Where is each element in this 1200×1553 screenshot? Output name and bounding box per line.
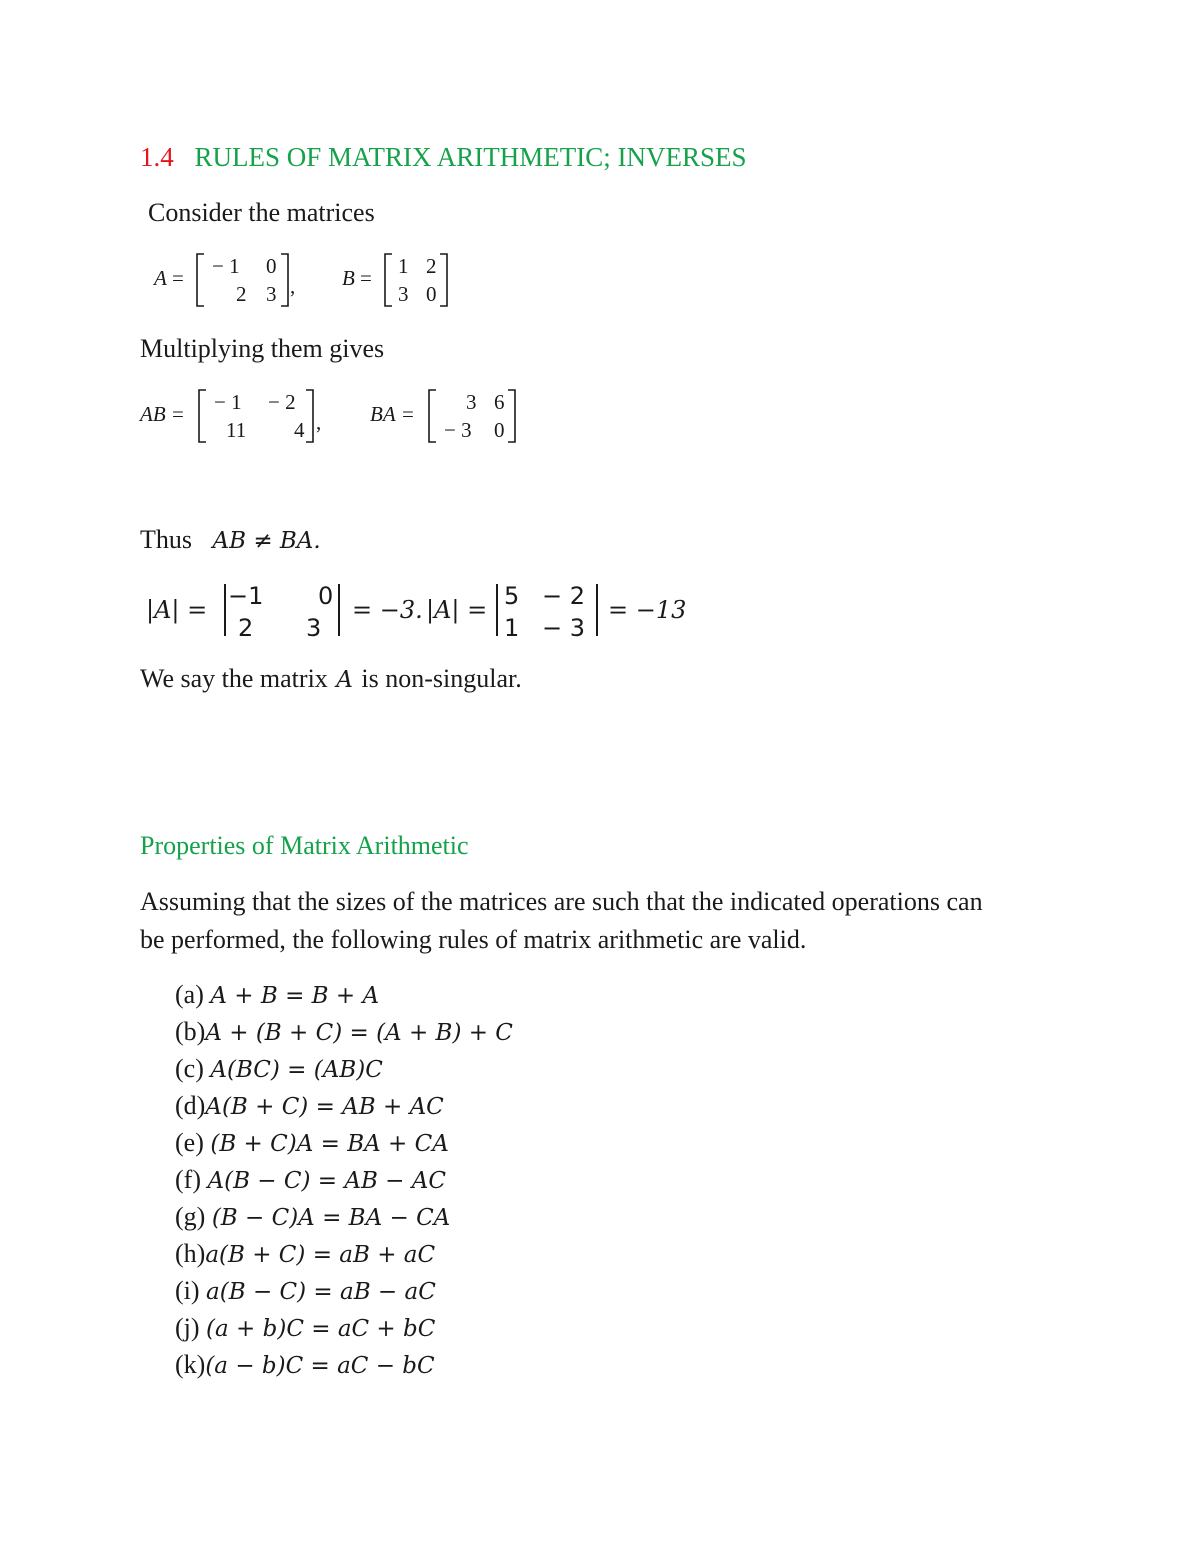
matrix-b-equation <box>342 252 462 308</box>
product-ab-equation <box>140 388 340 444</box>
determinant-cell: − 3 <box>542 614 586 642</box>
determinant-bar-left <box>496 584 498 636</box>
rule-label: (e) <box>175 1128 204 1157</box>
determinant-cell: 2 <box>238 614 254 642</box>
matrix-cell: 1 <box>398 254 409 278</box>
matrix-b-name: B <box>342 266 355 290</box>
section-number: 1.4 <box>140 142 174 172</box>
matrix-cell: 3 <box>266 282 277 306</box>
rule-label: (k) <box>175 1350 206 1379</box>
thus-word: Thus <box>140 525 192 554</box>
determinant-lhs: |A| = <box>146 596 208 624</box>
rule-label: (a) <box>175 980 204 1009</box>
determinant-cell: −1 <box>228 582 264 610</box>
right-bracket <box>506 388 518 444</box>
rule-label: (b) <box>175 1017 206 1046</box>
rule-item <box>175 1128 675 1165</box>
comma: , <box>290 274 296 298</box>
matrix-cell: − 1 <box>212 254 240 278</box>
section-heading <box>140 142 747 173</box>
determinant-cell: 0 <box>318 582 334 610</box>
equals-sign: = <box>172 402 184 426</box>
product-ba-equation <box>370 388 530 444</box>
rule-item <box>175 1276 675 1313</box>
nonsingular-var: A <box>336 667 353 693</box>
matrix-cell: 2 <box>426 254 437 278</box>
matrix-cell: 0 <box>266 254 277 278</box>
properties-description-line1: Assuming that the sizes of the matrices are such that the indicated operations can <box>140 887 983 916</box>
matrix-cell: 6 <box>494 390 505 414</box>
determinant-bar-left <box>224 584 226 636</box>
rule-expression: A(B + C) = AB + AC <box>205 1094 444 1120</box>
rule-item <box>175 980 675 1017</box>
rule-label: (i) <box>175 1276 200 1305</box>
determinant-result: = −3. <box>352 596 423 624</box>
properties-description-line2: be performed, the following rules of matrix arithmetic are valid. <box>140 925 807 954</box>
matrix-cell: 3 <box>466 390 477 414</box>
nonsingular-before: We say the matrix <box>140 664 328 693</box>
determinant-cell: 3 <box>306 614 322 642</box>
product-ab-name: AB <box>140 402 166 426</box>
rule-item <box>175 1239 675 1276</box>
determinants-line <box>146 580 706 644</box>
determinant-cell: − 2 <box>542 582 586 610</box>
product-ba-name: BA <box>370 402 396 426</box>
left-bracket <box>194 252 206 308</box>
matrix-cell: 2 <box>236 282 247 306</box>
nonsingular-statement <box>140 664 522 694</box>
rule-label: (c) <box>175 1054 204 1083</box>
matrix-cell: − 3 <box>444 418 472 442</box>
determinant-lhs: |A| = <box>426 596 488 624</box>
rule-item <box>175 1202 675 1239</box>
rule-expression: (B + C)A = BA + CA <box>210 1131 449 1157</box>
left-bracket <box>382 252 394 308</box>
matrix-cell: − 1 <box>214 390 242 414</box>
thus-statement <box>140 525 321 555</box>
matrix-cell: 0 <box>426 282 437 306</box>
rule-expression: A(BC) = (AB)C <box>210 1057 383 1083</box>
rule-expression: A(B − C) = AB − AC <box>207 1168 446 1194</box>
matrix-cell: 4 <box>294 418 305 442</box>
thus-expression: AB ≠ BA. <box>212 528 321 554</box>
equals-sign: = <box>402 402 414 426</box>
matrix-a-name: A <box>154 266 167 290</box>
determinant-cell: 1 <box>504 614 520 642</box>
multiply-text: Multiplying them gives <box>140 334 385 363</box>
rule-expression: A + B = B + A <box>210 983 380 1009</box>
rule-item <box>175 1350 675 1387</box>
right-bracket <box>304 388 316 444</box>
rule-expression: a(B + C) = aB + aC <box>205 1242 436 1268</box>
rule-expression: (a + b)C = aC + bC <box>206 1316 436 1342</box>
rules-list <box>175 980 675 1387</box>
rule-item <box>175 1165 675 1202</box>
intro-text: Consider the matrices <box>148 198 375 227</box>
rule-expression: (a − b)C = aC − bC <box>205 1353 435 1379</box>
determinant-cell: 5 <box>504 582 520 610</box>
matrix-cell: 3 <box>398 282 409 306</box>
matrix-cell: − 2 <box>268 390 296 414</box>
rule-item <box>175 1091 675 1128</box>
rule-expression: A + (B + C) = (A + B) + C <box>205 1020 513 1046</box>
rule-expression: a(B − C) = aB − aC <box>206 1279 436 1305</box>
section-title: RULES OF MATRIX ARITHMETIC; INVERSES <box>194 142 747 172</box>
rule-expression: (B − C)A = BA − CA <box>211 1205 451 1231</box>
rule-label: (d) <box>175 1091 206 1120</box>
properties-heading: Properties of Matrix Arithmetic <box>140 831 469 860</box>
determinant-result: = −13 <box>608 596 687 624</box>
determinant-bar-right <box>596 584 598 636</box>
nonsingular-after: is non-singular. <box>361 664 522 693</box>
matrix-a-equation <box>154 252 314 308</box>
comma: , <box>316 410 322 434</box>
right-bracket <box>438 252 450 308</box>
equals-sign: = <box>172 266 184 290</box>
rule-item <box>175 1313 675 1350</box>
rule-label: (f) <box>175 1165 201 1194</box>
rule-item <box>175 1054 675 1091</box>
rule-label: (g) <box>175 1202 206 1231</box>
left-bracket <box>196 388 208 444</box>
matrix-cell: 11 <box>226 418 247 442</box>
rule-label: (h) <box>175 1239 206 1268</box>
rule-item <box>175 1017 675 1054</box>
equals-sign: = <box>360 266 372 290</box>
matrix-cell: 0 <box>494 418 505 442</box>
rule-label: (j) <box>175 1313 200 1342</box>
left-bracket <box>426 388 438 444</box>
determinant-bar-right <box>338 584 340 636</box>
